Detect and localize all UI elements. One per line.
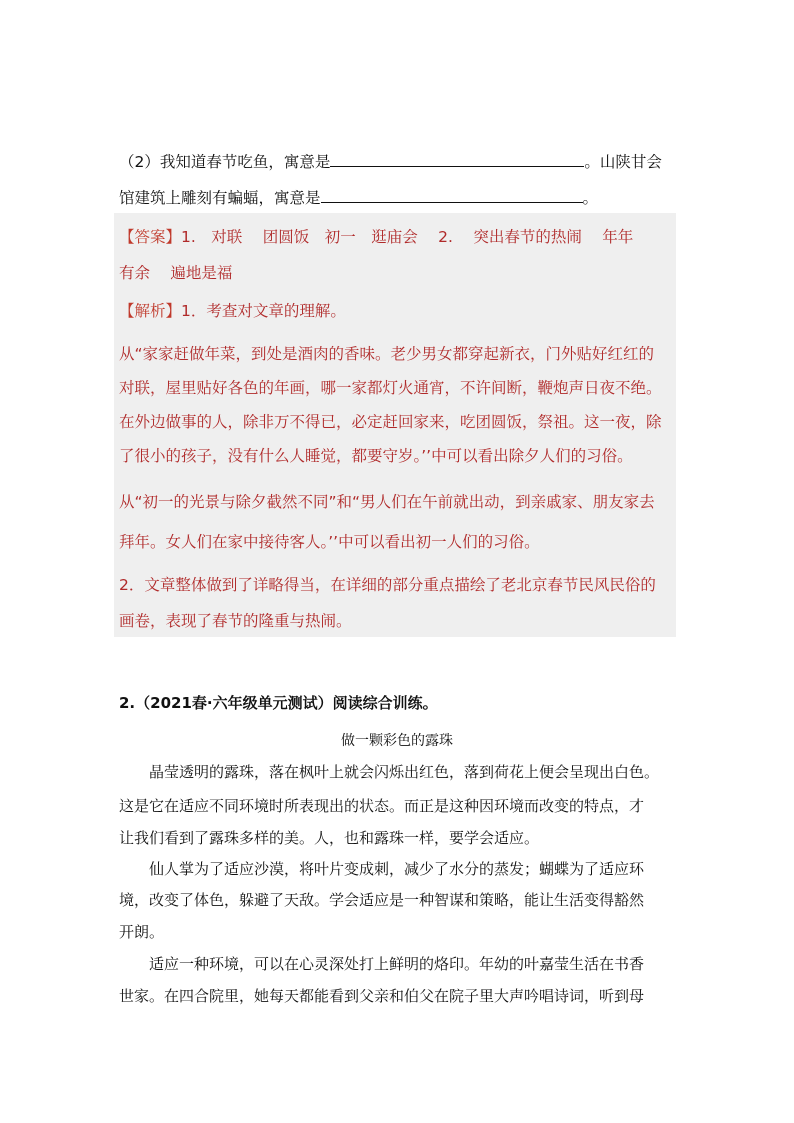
question-text: 。山陕甘会 (584, 153, 662, 171)
fill-in-blank (330, 165, 584, 167)
fill-in-blank (321, 201, 583, 203)
analysis-p1-line: 在外边做事的人，除非万不得已，必定赶回家来，吃团圆饭，祭祖。这一夜，除 (119, 413, 662, 431)
analysis-p1-line: 对联，屋里贴好各色的年画，哪一家都灯火通宵，不许间断，鞭炮声日夜不绝。 (119, 379, 662, 397)
question-part2-line1 (119, 150, 662, 172)
analysis-head-text: 1．考查对文章的理解。 (181, 302, 346, 320)
analysis-p1-line: 了很小的孩子，没有什么人睡觉，都要守岁。’’中可以看出除夕人们的习俗。 (119, 447, 633, 465)
reading-line: 让我们看到了露珠多样的美。人，也和露珠一样，要学会适应。 (119, 829, 540, 847)
analysis-p2-line: 从“初一的光景与除夕截然不同”和“男人们在午前就出动，到亲戚家、朋友家去 (119, 493, 655, 511)
analysis-p3-line: 2．文章整体做到了详略得当，在详细的部分重点描绘了老北京春节民风民俗的 (119, 576, 656, 594)
reading-line: 仙人掌为了适应沙漠，将叶片变成刺，减少了水分的蒸发；蝴蝶为了适应环 (119, 860, 645, 878)
analysis-p1-line: 从“家家赶做年菜，到处是酒肉的香味。老少男女都穿起新衣，门外贴好红红的 (119, 345, 655, 363)
reading-line: 开朗。 (119, 923, 165, 941)
answer-tag: 【答案】 (119, 228, 182, 246)
reading-line: 这是它在适应不同环境时所表现出的状态。而正是这种因环境而改变的特点，才 (119, 797, 645, 815)
reading-line: 晶莹透明的露珠，落在枫叶上就会闪烁出红色，落到荷花上便会呈现出白色。 (119, 763, 660, 781)
analysis-tag: 【解析】 (119, 302, 182, 320)
analysis-p2-line: 拜年。女人们在家中接待客人。’’中可以看出初一人们的习俗。 (119, 533, 540, 551)
reading-title: 做一颗彩色的露珠 (341, 733, 453, 749)
reading-line: 适应一种环境，可以在心灵深处打上鲜明的烙印。年幼的叶嘉莹生活在书香 (119, 955, 645, 973)
analysis-head (119, 299, 346, 321)
question-part2-line2 (119, 186, 598, 208)
question2-label: 2.（2021春·六年级单元测试）阅读综合训练。 (119, 694, 438, 712)
reading-line: 境，改变了体色，躲避了天敌。学会适应是一种智谋和策略，能让生活变得豁然 (119, 891, 645, 909)
question-text: （2）我知道春节吃鱼，寓意是 (119, 153, 331, 171)
answer-line2: 有余 遍地是福 (119, 264, 233, 282)
answer-text: 1. 对联 团圆饭 初一 逛庙会 2. 突出春节的热闹 年年 (181, 228, 634, 246)
answer-line1 (119, 225, 633, 247)
reading-line: 世家。在四合院里，她每天都能看到父亲和伯父在院子里大声吟唱诗词，听到母 (119, 987, 645, 1005)
question-text: 。 (582, 189, 599, 207)
question-text: 馆建筑上雕刻有蝙蝠，寓意是 (119, 189, 321, 207)
analysis-p3-line: 画卷，表现了春节的隆重与热闹。 (119, 612, 352, 630)
